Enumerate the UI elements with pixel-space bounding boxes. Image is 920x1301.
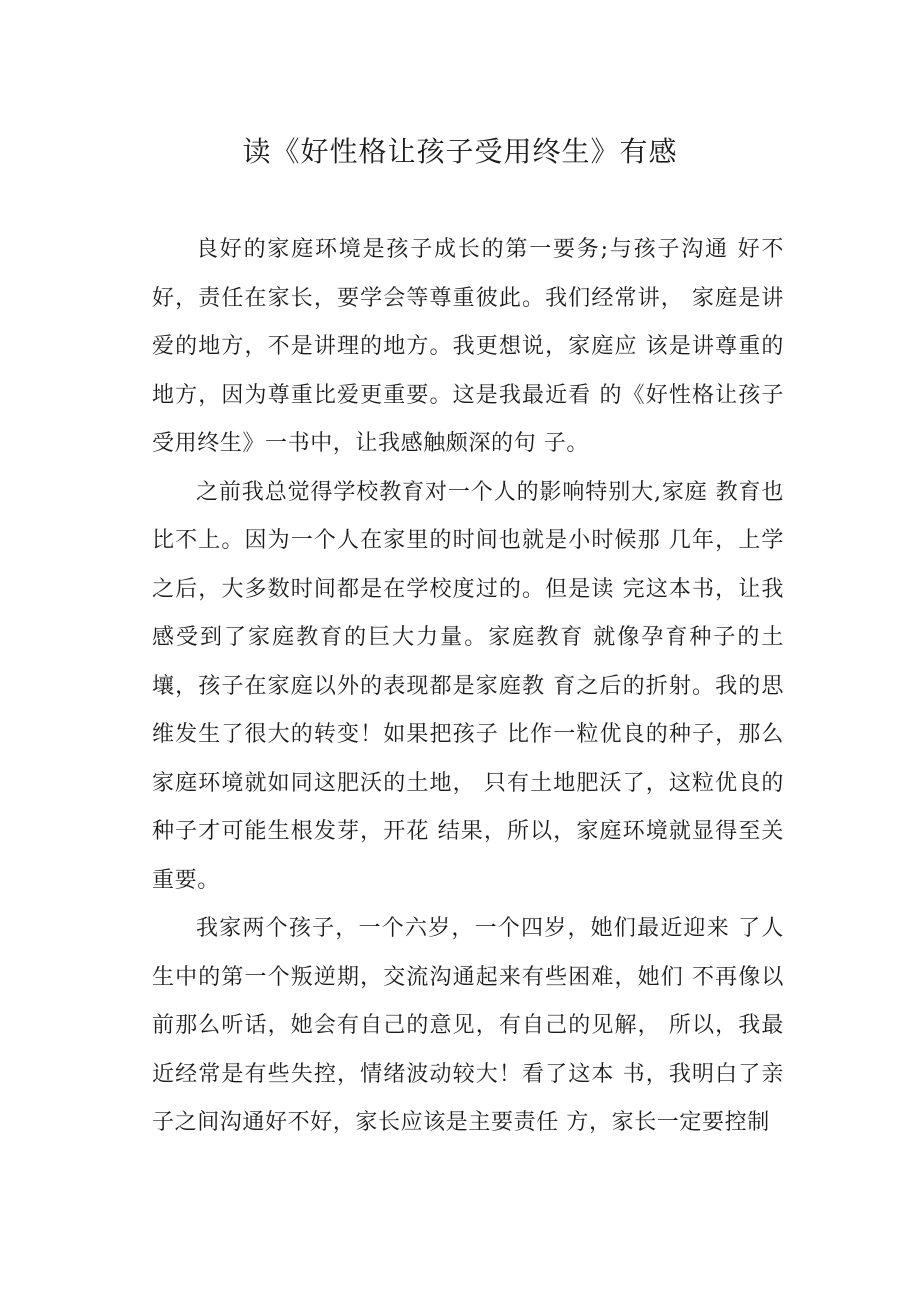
paragraph-2: 之前我总觉得学校教育对一个人的影响特别大,家庭 教育也比不上。因为一个人在家里的时间也就是小时候那 几年，上学之后，大多数时间都是在学校度过的。但是读 完这本书，让我感受到了家庭教育的巨大力量。家庭教育 就像孕育种子的土壤，孩子在家庭以外的表现都是家庭教 育之后的折射。我的思维发生了很大的转变！如果把孩子 比作一粒优良的种子，那么家庭环境就如同这肥沃的土地， 只有土地肥沃了，这粒优良的种子才可能生根发芽，开花 结果，所以，家庭环境就显得至关重要。 — [152, 479, 784, 893]
paragraph-3: 我家两个孩子，一个六岁，一个四岁，她们最近迎来 了人生中的第一个叛逆期，交流沟通起来有些困难，她们 不再像以前那么听话，她会有自己的意见，有自己的见解， 所以，我最近经常是有些失控，情绪波动较大！看了这本 书，我明白了亲子之间沟通好不好，家长应该是主要责任 方，家长一定要控制 — [152, 916, 784, 1135]
document-title: 读《好性格让孩子受用终生》有感 — [242, 135, 678, 168]
paragraph-1: 良好的家庭环境是孩子成长的第一要务;与孩子沟通 好不好，责任在家长，要学会等尊重彼此。我们经常讲， 家庭是讲爱的地方，不是讲理的地方。我更想说，家庭应 该是讲尊重的地方，因为尊重比爱更重要。这是我最近看 的《好性格让孩子受用终生》一书中，让我感触颇深的句 子。 — [152, 237, 784, 456]
document-body — [152, 226, 784, 1148]
